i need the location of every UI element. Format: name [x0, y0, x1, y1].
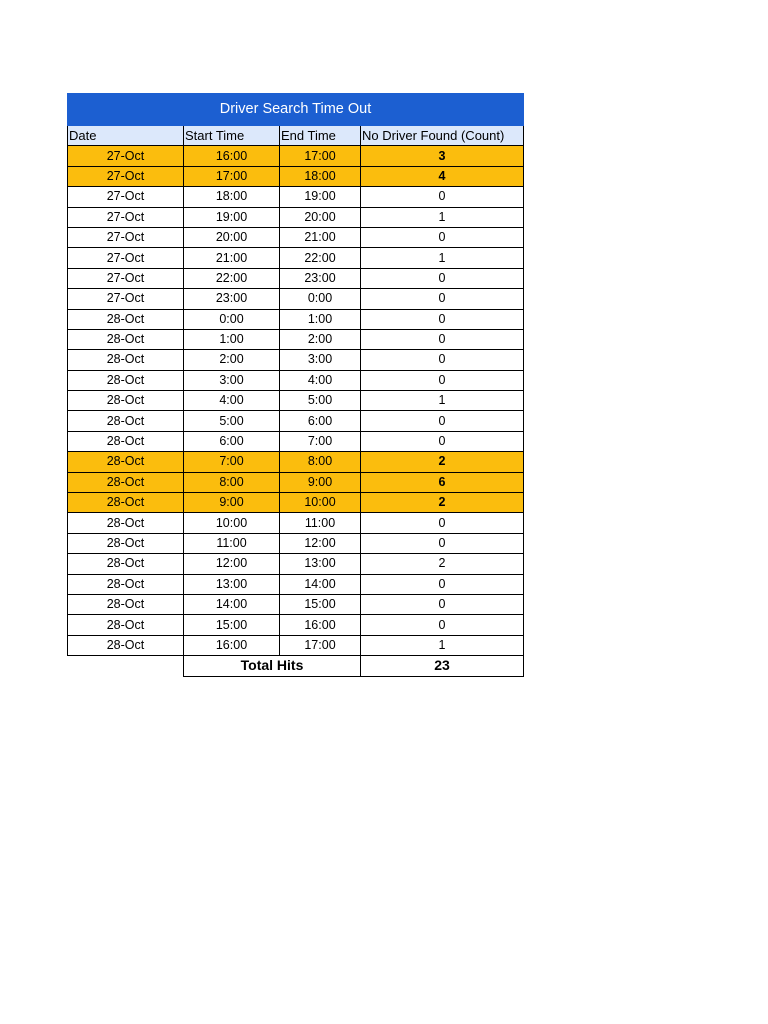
- end-time-cell[interactable]: 21:00: [280, 227, 361, 247]
- table-row: [68, 635, 524, 655]
- end-time-cell[interactable]: 4:00: [280, 370, 361, 390]
- count-cell[interactable]: 0: [361, 370, 524, 390]
- start-time-cell[interactable]: 17:00: [184, 166, 280, 186]
- table-row: [68, 227, 524, 247]
- count-cell[interactable]: 2: [361, 493, 524, 513]
- title-row: [68, 94, 524, 126]
- end-time-cell[interactable]: 2:00: [280, 329, 361, 349]
- table-row: [68, 472, 524, 492]
- start-time-cell[interactable]: 11:00: [184, 533, 280, 553]
- start-time-cell[interactable]: 9:00: [184, 493, 280, 513]
- table-row: [68, 411, 524, 431]
- header-count[interactable]: No Driver Found (Count): [361, 126, 524, 146]
- date-cell[interactable]: 27-Oct: [68, 227, 184, 247]
- end-time-cell[interactable]: 17:00: [280, 146, 361, 166]
- date-cell[interactable]: 28-Oct: [68, 594, 184, 614]
- count-cell[interactable]: 2: [361, 452, 524, 472]
- header-date[interactable]: Date: [68, 126, 184, 146]
- table-row: [68, 513, 524, 533]
- table-row: [68, 146, 524, 166]
- count-cell[interactable]: 3: [361, 146, 524, 166]
- empty-cell[interactable]: [68, 656, 184, 676]
- count-cell[interactable]: 0: [361, 615, 524, 635]
- total-value[interactable]: 23: [361, 656, 524, 676]
- date-cell[interactable]: 27-Oct: [68, 207, 184, 227]
- end-time-cell[interactable]: 5:00: [280, 391, 361, 411]
- table-row: [68, 248, 524, 268]
- count-cell[interactable]: 0: [361, 227, 524, 247]
- date-cell[interactable]: 27-Oct: [68, 268, 184, 288]
- count-cell[interactable]: 0: [361, 329, 524, 349]
- table-row: [68, 187, 524, 207]
- count-cell[interactable]: 0: [361, 268, 524, 288]
- count-cell[interactable]: 4: [361, 166, 524, 186]
- count-cell[interactable]: 0: [361, 309, 524, 329]
- start-time-cell[interactable]: 22:00: [184, 268, 280, 288]
- date-cell[interactable]: 27-Oct: [68, 289, 184, 309]
- end-time-cell[interactable]: 18:00: [280, 166, 361, 186]
- start-time-cell[interactable]: 21:00: [184, 248, 280, 268]
- count-cell[interactable]: 0: [361, 350, 524, 370]
- count-cell[interactable]: 1: [361, 391, 524, 411]
- table-row: [68, 350, 524, 370]
- end-time-cell[interactable]: 3:00: [280, 350, 361, 370]
- count-cell[interactable]: 0: [361, 513, 524, 533]
- start-time-cell[interactable]: 19:00: [184, 207, 280, 227]
- start-time-cell[interactable]: 16:00: [184, 635, 280, 655]
- end-time-cell[interactable]: 7:00: [280, 431, 361, 451]
- date-cell[interactable]: 28-Oct: [68, 309, 184, 329]
- date-cell[interactable]: 28-Oct: [68, 370, 184, 390]
- count-cell[interactable]: 0: [361, 289, 524, 309]
- count-cell[interactable]: 0: [361, 431, 524, 451]
- table-row: [68, 452, 524, 472]
- start-time-cell[interactable]: 0:00: [184, 309, 280, 329]
- date-cell[interactable]: 28-Oct: [68, 431, 184, 451]
- end-time-cell[interactable]: 23:00: [280, 268, 361, 288]
- start-time-cell[interactable]: 1:00: [184, 329, 280, 349]
- date-cell[interactable]: 28-Oct: [68, 329, 184, 349]
- table-row: [68, 431, 524, 451]
- start-time-cell[interactable]: 6:00: [184, 431, 280, 451]
- start-time-cell[interactable]: 4:00: [184, 391, 280, 411]
- end-time-cell[interactable]: 10:00: [280, 493, 361, 513]
- start-time-cell[interactable]: 10:00: [184, 513, 280, 533]
- end-time-cell[interactable]: 6:00: [280, 411, 361, 431]
- start-time-cell[interactable]: 15:00: [184, 615, 280, 635]
- header-row: [68, 126, 524, 146]
- count-cell[interactable]: 0: [361, 594, 524, 614]
- total-label[interactable]: Total Hits: [184, 656, 361, 676]
- date-cell[interactable]: 27-Oct: [68, 166, 184, 186]
- table-row: [68, 329, 524, 349]
- table-body: [68, 146, 524, 656]
- table-title[interactable]: Driver Search Time Out: [68, 94, 524, 126]
- total-row: [68, 656, 524, 676]
- end-time-cell[interactable]: 22:00: [280, 248, 361, 268]
- start-time-cell[interactable]: 18:00: [184, 187, 280, 207]
- date-cell[interactable]: 28-Oct: [68, 533, 184, 553]
- table-row: [68, 391, 524, 411]
- table-row: [68, 268, 524, 288]
- end-time-cell[interactable]: 14:00: [280, 574, 361, 594]
- table-row: [68, 289, 524, 309]
- date-cell[interactable]: 28-Oct: [68, 452, 184, 472]
- count-cell[interactable]: 0: [361, 411, 524, 431]
- end-time-cell[interactable]: 13:00: [280, 554, 361, 574]
- end-time-cell[interactable]: 17:00: [280, 635, 361, 655]
- table-row: [68, 533, 524, 553]
- header-end-time[interactable]: End Time: [280, 126, 361, 146]
- end-time-cell[interactable]: 15:00: [280, 594, 361, 614]
- count-cell[interactable]: 0: [361, 574, 524, 594]
- end-time-cell[interactable]: 1:00: [280, 309, 361, 329]
- end-time-cell[interactable]: 20:00: [280, 207, 361, 227]
- end-time-cell[interactable]: 16:00: [280, 615, 361, 635]
- date-cell[interactable]: 27-Oct: [68, 187, 184, 207]
- table-row: [68, 166, 524, 186]
- start-time-cell[interactable]: 5:00: [184, 411, 280, 431]
- table-row: [68, 574, 524, 594]
- date-cell[interactable]: 28-Oct: [68, 493, 184, 513]
- start-time-cell[interactable]: 20:00: [184, 227, 280, 247]
- date-cell[interactable]: 28-Oct: [68, 391, 184, 411]
- table-row: [68, 370, 524, 390]
- date-cell[interactable]: 28-Oct: [68, 554, 184, 574]
- date-cell[interactable]: 28-Oct: [68, 411, 184, 431]
- date-cell[interactable]: 28-Oct: [68, 350, 184, 370]
- start-time-cell[interactable]: 16:00: [184, 146, 280, 166]
- table-row: [68, 594, 524, 614]
- end-time-cell[interactable]: 19:00: [280, 187, 361, 207]
- start-time-cell[interactable]: 3:00: [184, 370, 280, 390]
- count-cell[interactable]: 1: [361, 248, 524, 268]
- date-cell[interactable]: 28-Oct: [68, 615, 184, 635]
- start-time-cell[interactable]: 12:00: [184, 554, 280, 574]
- count-cell[interactable]: 6: [361, 472, 524, 492]
- table-row: [68, 207, 524, 227]
- header-start-time[interactable]: Start Time: [184, 126, 280, 146]
- end-time-cell[interactable]: 11:00: [280, 513, 361, 533]
- end-time-cell[interactable]: 8:00: [280, 452, 361, 472]
- start-time-cell[interactable]: 2:00: [184, 350, 280, 370]
- end-time-cell[interactable]: 9:00: [280, 472, 361, 492]
- date-cell[interactable]: 28-Oct: [68, 513, 184, 533]
- table-row: [68, 493, 524, 513]
- date-cell[interactable]: 27-Oct: [68, 248, 184, 268]
- table-row: [68, 615, 524, 635]
- start-time-cell[interactable]: 7:00: [184, 452, 280, 472]
- start-time-cell[interactable]: 23:00: [184, 289, 280, 309]
- count-cell[interactable]: 2: [361, 554, 524, 574]
- date-cell[interactable]: 28-Oct: [68, 472, 184, 492]
- table-row: [68, 309, 524, 329]
- count-cell[interactable]: 1: [361, 207, 524, 227]
- start-time-cell[interactable]: 14:00: [184, 594, 280, 614]
- count-cell[interactable]: 0: [361, 533, 524, 553]
- table-row: [68, 554, 524, 574]
- date-cell[interactable]: 27-Oct: [68, 146, 184, 166]
- date-cell[interactable]: 28-Oct: [68, 574, 184, 594]
- end-time-cell[interactable]: 0:00: [280, 289, 361, 309]
- count-cell[interactable]: 1: [361, 635, 524, 655]
- count-cell[interactable]: 0: [361, 187, 524, 207]
- start-time-cell[interactable]: 8:00: [184, 472, 280, 492]
- end-time-cell[interactable]: 12:00: [280, 533, 361, 553]
- driver-search-table: [67, 93, 524, 677]
- date-cell[interactable]: 28-Oct: [68, 635, 184, 655]
- start-time-cell[interactable]: 13:00: [184, 574, 280, 594]
